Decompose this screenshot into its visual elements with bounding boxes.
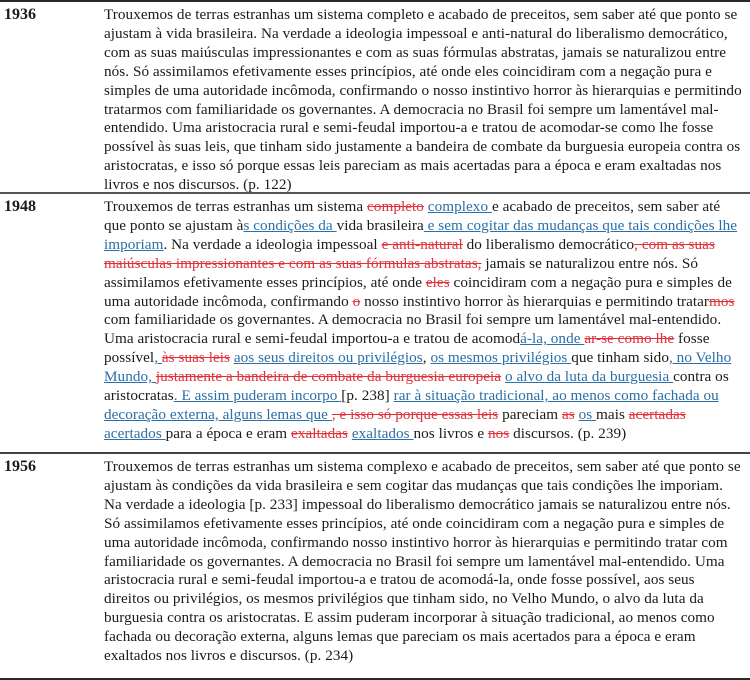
inserted-text: . E assim puderam incorpo [173,387,342,405]
year-label: 1948 [4,198,36,215]
text-segment: e acabado de preceitos, sem saber até que ponto se ajustam à [104,198,721,234]
year-label: 1936 [4,6,36,23]
passage-text-tracked-changes [104,194,750,452]
deleted-text: as [561,405,575,423]
inserted-text: rar à situação tradicional, ao menos como fachada ou decoração externa, alguns lemas que [104,387,719,423]
deleted-text: eles [425,273,450,291]
deleted-text: justamente a bandeira de combate da burguesia europeia [155,368,502,386]
deleted-text: , e isso só porque essas leis [331,405,499,423]
passage-text [104,454,750,678]
inserted-text: os mesmos privilégios [430,349,572,367]
deleted-text: e anti-natural [381,235,463,253]
text-segment: nosso instintivo horror às hierarquias e permitindo tratar [360,292,710,310]
deleted-text: nos [487,424,510,442]
deleted-text: ar-se como lhe [584,330,675,348]
inserted-text: exaltados [351,424,414,442]
inserted-text: os [578,405,597,423]
text-segment: pareciam [498,405,562,423]
text-segment: Trouxemos de terras estranhas um sistema completo e acabado de preceitos, sem saber até que ponto se ajustam à vida brasileira. Na verdade a ideologia impessoal e anti-natural do liberalismo democrático, com as suas maiúsculas impressionantes e com as suas fórmulas abstratas, jamais se naturalizou entre nós. Só assimilamos efetivamente esses princípios, até onde eles coincidiram com a negação pura e simples de uma autoridade incômoda, confirmando o nosso instintivo horror às hierarquias e permitindo tratarmos com familiaridade os governantes. A democracia no Brasil foi sempre um lamentável mal-entendido. Uma aristocracia rural e semi-feudal importou-a e tratou de acomodar-se como lhe fosse possível às suas leis, que tinham sido justamente a bandeira de combate da burguesia europeia contra os aristocratas, e isso só porque essas leis pareciam as mais acertadas para a época e eram exaltadas nos livros e nos discursos. (p. 122) [104,6,742,194]
version-row-1956 [0,454,750,680]
text-segment: Trouxemos de terras estranhas um sistema complexo e acabado de preceitos, sem saber até que ponto se ajustam às condições da vida brasileira e sem cogitar das mudanças que tais condições lhe imporiam. Na verdade a ideologia [p. 233] impessoal do liberalismo democrático jamais se naturalizou entre nós. Só assimilamos efetivamente esses princípios, até onde coincidiram com a negação pura e simples de uma autoridade incômoda, confirmando nosso instintivo horror às hierarquias e permitindo tratar com familiaridade os governantes. A democracia no Brasil foi sempre um lamentável mal-entendido. Uma aristocracia rural e semi-feudal importou-a e tratou de acomodá-la, onde fosse possível, aos seus direitos ou privilégios, os mesmos privilégios que tinham sido, no Velho Mundo, o alvo da luta da burguesia contra os aristocratas. E assim puderam incorporar à situação tradicional, ao menos como fachada ou decoração externa, alguns lemas que pareciam os mais acertados para a época e eram exaltados nos livros e discursos. (p. 234) [104,458,741,665]
year-label: 1956 [4,458,36,475]
inserted-text: s condições da [243,216,337,234]
deleted-text: completo [367,198,424,215]
inserted-text: o alvo da luta da burguesia [504,368,674,386]
text-segment: fosse possível [104,330,710,367]
text-segment: vida brasileira [336,216,424,234]
text-segment: , [422,349,431,367]
inserted-text: acertados [104,424,166,442]
text-segment: do liberalismo democrático [462,235,635,253]
deleted-text: o [352,292,361,310]
deleted-text: , com as suas maiúsculas impressionantes e com as suas fórmulas abstratas, [104,235,715,272]
text-segment: nos livros e [413,424,488,442]
text-segment: jamais se naturalizou entre nós. Só assimilamos efetivamente esses princípios, até onde [104,254,699,291]
text-segment: mais [596,405,629,423]
text-segment: coincidiram com a negação pura e simples de uma autoridade incômoda, confirmando [104,273,732,310]
text-segment: que tinham sido [571,349,669,367]
deleted-text: acertadas [628,405,686,423]
text-segment: com familiaridade os governantes. A democracia no Brasil foi sempre um lamentável mal-entendido. Uma aristocracia rural e semi-feudal importou-a e tratou de acomod [104,311,722,348]
text-segment: [p. 238] [341,387,394,405]
inserted-text: aos seus direitos ou privilégios [233,349,423,367]
version-row-1948 [0,194,750,454]
text-segment: . Na verdade a ideologia impessoal [163,235,382,253]
deleted-text: mos [709,292,735,310]
text-segment: Trouxemos de terras estranhas um sistema [104,198,368,215]
inserted-text: , no Velho Mundo, [104,349,732,386]
inserted-text: á-la, onde [520,330,585,348]
deleted-text: às suas leis [161,349,230,367]
inserted-text: complexo [427,198,492,215]
passage-text [104,2,750,192]
inserted-text: , [154,349,162,367]
text-segment: para a época e eram [165,424,292,442]
version-row-1936 [0,2,750,194]
deleted-text: exaltadas [291,424,348,442]
text-segment: contra os aristocratas [104,368,729,405]
inserted-text: e sem cogitar das mudanças que tais condições lhe imporiam [104,216,738,253]
text-segment: discursos. (p. 239) [509,424,627,442]
